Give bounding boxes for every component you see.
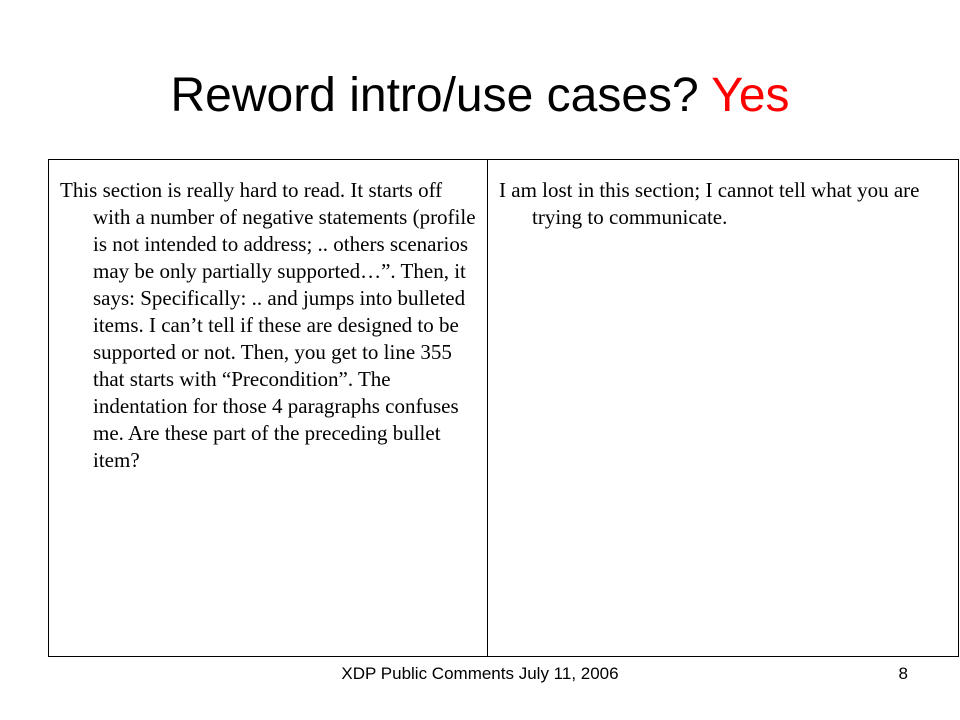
slide-title [0,58,960,134]
slide-title-accent: Yes [711,69,790,122]
footer-text: XDP Public Comments July 11, 2006 [341,664,619,683]
slide-title-main: Reword intro/use cases? [170,69,712,122]
comment-cell-left [49,160,488,657]
comment-text-right: I am lost in this section; I cannot tell what you are trying to communicate. [499,178,920,229]
comment-cell-right [488,160,959,657]
comment-text-left: This section is really hard to read. It starts off with a number of negative statements (profile is not intended to address; .. others scenarios may be only partially supported…”. Then, it says: Specifically: .. and jumps into bulleted items. I can’t tell if these are designed to be supported or not. Then, you get to line 355 that starts with “Precondition”. The indentation for those 4 paragraphs confuses me. Are these part of the preceding bullet item? [60,178,476,472]
comments-table [48,159,959,657]
comments-row [49,160,959,657]
slide-number: 8 [898,664,908,683]
